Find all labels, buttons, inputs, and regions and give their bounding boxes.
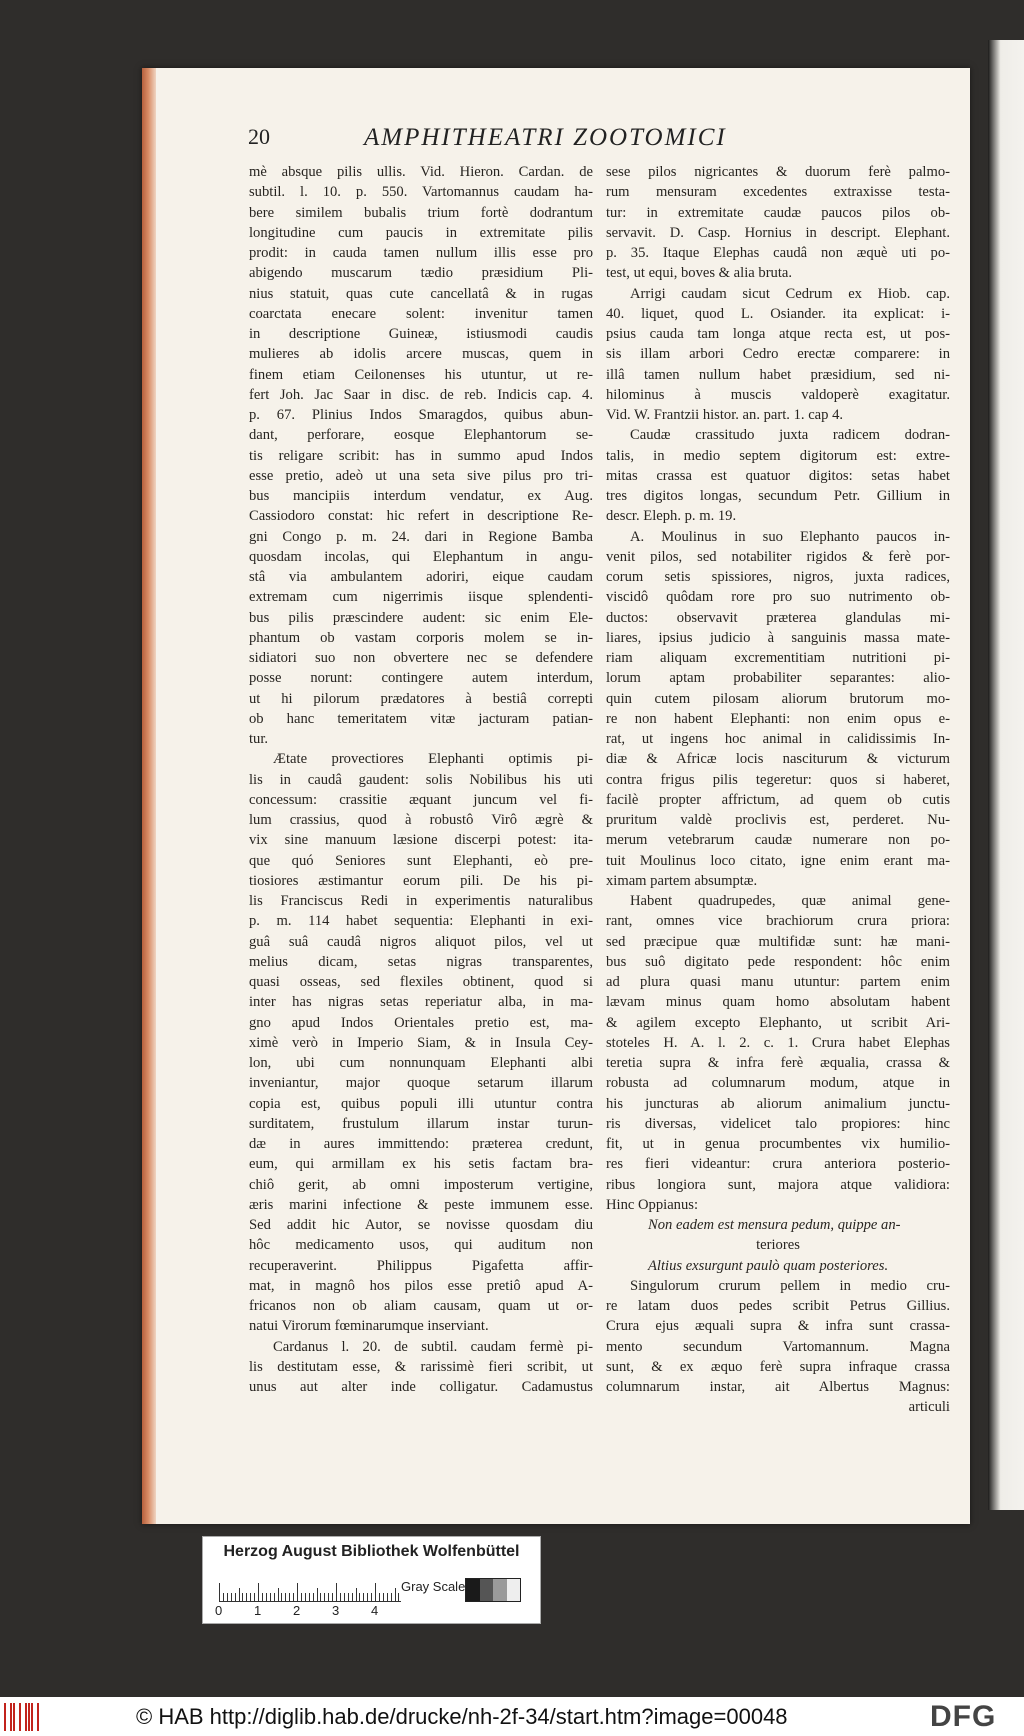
ruler-tick <box>320 1593 321 1601</box>
ruler-tick <box>363 1593 364 1601</box>
page-number: 20 <box>248 124 270 149</box>
gray-swatch-patch <box>493 1579 507 1601</box>
text-line: lon, ubi cum nonnunquam Elephanti albi <box>249 1055 593 1071</box>
text-line: teretia supra & infra ferè æqualia, crassa & <box>606 1055 950 1071</box>
text-line: liares, ipsius judicio à sanguinis massa mate- <box>606 629 950 646</box>
running-head: AMPHITHEATRI ZOOTOMICI <box>364 124 727 151</box>
text-line: rum mensuram excedentes extraxisse testa- <box>606 184 950 201</box>
ruler-tick <box>359 1593 360 1601</box>
gray-swatch-patch <box>466 1579 480 1601</box>
text-line: tur: in extremitate caudæ paucos pilos ob- <box>606 204 950 221</box>
text-line: contra frigus pilis tegeretur: quos si haberet, <box>606 771 950 788</box>
ruler-tick <box>317 1588 318 1601</box>
gray-swatch-patch <box>507 1579 521 1601</box>
dfg-logo: DFG <box>930 1700 997 1733</box>
text-line: sis illam arbori Cedro erectæ comparere: in <box>606 346 950 363</box>
text-line: surditatem, frustulum illarum instar turun- <box>249 1115 593 1132</box>
text-line: Cardanus l. 20. de subtil. caudam fermè pi- <box>273 1338 593 1355</box>
text-line: eum, qui armillam ex his setis factam bra- <box>249 1156 593 1173</box>
ruler-tick <box>328 1593 329 1601</box>
text-line: vix sine manuum læsione discerpi potest: ita- <box>249 832 593 849</box>
text-line: p. 67. Plinius Indos Smaragdos, quibus abun- <box>249 407 593 423</box>
text-line: re non habent Elephanti: non enim opus e- <box>606 710 950 727</box>
text-line: Sed addit hic Autor, se novisse quosdam diu <box>249 1217 593 1233</box>
text-line: mulieres ab idolis arcere muscas, quem in <box>249 346 593 363</box>
ruler-tick <box>266 1593 267 1601</box>
ruler-tick <box>281 1593 282 1601</box>
text-line: nius statuit, quas cute cancellatâ & in rugas <box>249 285 593 302</box>
ruler-tick <box>227 1593 228 1601</box>
text-line: bus pilis præscindere audent: sic enim Ele- <box>249 609 593 626</box>
text-line: Arrigi caudam sicut Cedrum ex Hiob. cap. <box>630 285 950 302</box>
text-line: bere similem bubalis trium fortè dodrantum <box>249 204 593 221</box>
text-line: Crura ejus æquali supra & infra sunt crassa- <box>606 1318 950 1335</box>
text-line: dant, perforare, eosque Elephantorum se- <box>249 427 593 444</box>
ruler-tick <box>262 1593 263 1601</box>
text-line: Altius exsurgunt paulò quam posteriores. <box>648 1257 889 1274</box>
text-line: gni Congo p. m. 24. dari in Regione Bamba <box>249 528 593 545</box>
ruler-tick <box>285 1593 286 1601</box>
text-line: guâ suâ caudâ nigros aliquot pilos, vel ut <box>249 933 593 950</box>
ruler-tick <box>375 1583 376 1601</box>
text-line: Caudæ crassitudo juxta radicem dodran- <box>630 427 950 444</box>
ruler-tick <box>219 1583 220 1601</box>
library-name: Herzog August Bibliothek Wolfenbüttel <box>223 1543 520 1560</box>
text-line: venit pilos, sed notabiliter rigidos & ferè por- <box>606 548 950 565</box>
text-line: mè absque pilis ullis. Vid. Hieron. Cardan. de <box>249 164 593 180</box>
ruler-tick <box>332 1593 333 1601</box>
text-line: lævam minus quam homo absolutam habent <box>606 994 950 1011</box>
text-line: descr. Eleph. p. m. 19. <box>606 508 737 525</box>
ruler-tick <box>309 1593 310 1601</box>
barcode-bar <box>16 1703 18 1731</box>
gray-scale-swatch <box>465 1578 521 1602</box>
text-line: æris marini infectione & peste immunem esse. <box>249 1196 593 1213</box>
barcode-bar <box>34 1703 36 1731</box>
barcode-bar <box>19 1703 21 1731</box>
text-line: talis, in medio septem digitorum est: extre- <box>606 447 950 464</box>
ruler-number: 1 <box>254 1603 262 1618</box>
ruler-tick <box>324 1593 325 1601</box>
ruler-tick <box>356 1588 357 1601</box>
text-line: pruritum valdè proclivis est, perderet. Nu- <box>606 812 950 828</box>
text-line: hilominus à muscis valdoperè exagitatur. <box>606 386 950 403</box>
text-line: p. 35. Itaque Elephas caudâ non æquè uti po- <box>606 245 950 261</box>
ruler-tick <box>254 1593 255 1601</box>
ruler-tick <box>336 1583 337 1601</box>
text-line: lum crassius, quod à robustô Virô ægrè & <box>249 812 593 828</box>
ruler-tick <box>398 1593 399 1601</box>
ruler-tick <box>383 1593 384 1601</box>
text-line: teriores <box>756 1237 800 1254</box>
barcode-bar <box>37 1703 39 1731</box>
ruler-tick <box>258 1583 259 1601</box>
ruler-tick <box>348 1593 349 1601</box>
ruler-tick <box>352 1593 353 1601</box>
text-line: articuli <box>908 1399 950 1416</box>
text-line: inter has nigras setas reperiatur alba, in ma- <box>249 994 593 1011</box>
text-line: servavit. D. Casp. Hornius in descript. Elephant. <box>606 224 950 241</box>
ruler-tick <box>367 1593 368 1601</box>
ruler-number: 2 <box>293 1603 301 1618</box>
barcode-bar <box>7 1703 9 1731</box>
text-line: facilè propter affrictum, ad quem ob cutis <box>606 791 950 808</box>
text-line: columnarum instar, ait Albertus Magnus: <box>606 1379 950 1395</box>
measurement-ruler <box>219 1579 401 1602</box>
text-line: ob hanc temeritatem vitæ jacturam patian- <box>249 710 593 727</box>
permalink-url[interactable]: © HAB http://diglib.hab.de/drucke/nh-2f-34/start.htm?image=00048 <box>136 1704 788 1729</box>
footer-bar <box>0 1697 1024 1736</box>
text-line: merum vetebrarum caudæ numerare non po- <box>606 832 950 849</box>
text-line: sese pilos nigricantes & duorum ferè palmo- <box>606 164 950 180</box>
ruler-tick <box>246 1593 247 1601</box>
text-line: robusta ad columnarum modum, atque in <box>606 1075 950 1092</box>
ruler-tick <box>305 1593 306 1601</box>
text-line: ductos: observavit præterea glandulas mi- <box>606 609 950 626</box>
text-line: prodit: in cauda tamen nullum illis esse pro <box>249 245 593 261</box>
text-line: recuperaverint. Philippus Pigafetta affir- <box>249 1257 593 1274</box>
text-line: tres digitos longas, secundum Petr. Gillium in <box>606 488 950 504</box>
text-line: natui Virorum fœminarumque inserviant. <box>249 1318 489 1335</box>
barcode-bar <box>10 1703 12 1731</box>
hab-barcode-icon <box>4 1703 44 1731</box>
text-line: Ætate provectiores Elephanti optimis pi- <box>273 751 593 768</box>
ruler-number: 4 <box>371 1603 379 1618</box>
text-line: hôc medicamento usos, qui auditum non <box>249 1237 593 1254</box>
text-line: riam aliquam excrementitiam nutritioni pi- <box>606 650 950 666</box>
barcode-bar <box>22 1703 24 1731</box>
text-line: A. Moulinus in suo Elephanto paucos in- <box>630 528 950 545</box>
ruler-number: 3 <box>332 1603 340 1618</box>
text-line: res fieri videantur: crura anteriora posterio- <box>606 1156 950 1173</box>
ruler-tick <box>239 1588 240 1601</box>
text-line: inveniantur, major quoque setarum illarum <box>249 1075 593 1092</box>
text-line: mento secundum Vartomannum. Magna <box>606 1338 950 1355</box>
text-line: quin cutem pilosam aliorum brutorum mo- <box>606 690 950 707</box>
text-line: bus suô digitato pede respondent: hôc enim <box>606 953 950 970</box>
ruler-tick <box>223 1593 224 1601</box>
text-line: chiô gerit, ab omni imposterum vertigine, <box>249 1176 593 1193</box>
text-line: rat, ut ingens hoc animal in calidissimis In- <box>606 731 950 747</box>
text-line: ximè verò in Imperio Siam, & in Insula Cey- <box>249 1034 593 1051</box>
text-line: coarctata enecare solent: invenitur tamen <box>249 305 593 322</box>
library-color-card <box>202 1536 541 1624</box>
ruler-tick <box>293 1593 294 1601</box>
text-line: ribus longiora sunt, majora atque validiora: <box>606 1176 950 1193</box>
text-line: concessum: crassitie æquant juncum vel fi- <box>249 791 593 808</box>
text-line: subtil. l. 10. p. 550. Vartomannus caudam ha- <box>249 184 593 201</box>
next-page-edge <box>988 40 1024 1510</box>
text-line: Non eadem est mensura pedum, quippe an- <box>648 1217 901 1233</box>
text-line: sunt, & ex æquo ferè supra infraque crassa <box>606 1358 950 1375</box>
barcode-bar <box>4 1703 6 1731</box>
text-line: fit, ut in genua procumbentes vix humilio- <box>606 1136 950 1152</box>
ruler-tick <box>235 1593 236 1601</box>
text-line: fricanos non ob aliam causam, quam ut or- <box>249 1298 593 1314</box>
ruler-tick <box>297 1583 298 1601</box>
text-line: tur. <box>249 731 269 747</box>
text-line: viscidô quôdam rore pro suo nutrimento ob- <box>606 589 950 606</box>
text-line: stoteles H. A. l. 2. c. 1. Crura habet Elephas <box>606 1034 950 1051</box>
text-line: abigendo muscarum tædio præsidium Pli- <box>249 265 593 282</box>
text-line: Hinc Oppianus: <box>606 1196 699 1213</box>
text-line: gno apud Indos Orientales pretio est, ma- <box>249 1014 593 1031</box>
text-line: re latam duos pedes scribit Petrus Gillius. <box>606 1298 950 1314</box>
text-line: dæ in aures immittendo: præterea credunt, <box>249 1136 593 1152</box>
ruler-tick <box>371 1593 372 1601</box>
text-line: unus aut alter inde colligatur. Cadamustus <box>249 1379 593 1395</box>
text-line: his juncturas ab aliorum animalium junctu- <box>606 1095 950 1112</box>
text-line: psius cauda tam longa atque recta est, ut pos- <box>606 326 950 342</box>
text-line: que quó Seniores sunt Elephanti, eò pre- <box>249 852 593 869</box>
text-line: ad plura quasi manu utuntur: partem enim <box>606 974 950 990</box>
page-header <box>248 124 828 158</box>
right-text-column <box>606 162 950 1418</box>
ruler-tick <box>274 1593 275 1601</box>
barcode-bar <box>28 1703 30 1731</box>
ruler-tick <box>289 1593 290 1601</box>
ruler-tick <box>242 1593 243 1601</box>
text-line: lis Franciscus Redi in experimentis naturalibus <box>249 893 593 909</box>
text-line: ximam partem absumptæ. <box>606 872 758 889</box>
ruler-tick <box>344 1593 345 1601</box>
text-line: longitudine cum paucis in extremitate pilis <box>249 224 593 241</box>
text-line: sidiatori suo non obvertere nec se defendere <box>249 650 593 666</box>
text-line: p. m. 114 habet sequentia: Elephanti in exi- <box>249 913 593 930</box>
ruler-tick <box>313 1593 314 1601</box>
text-line: tiosiores æstimantur eorum pili. De his pi- <box>249 872 593 889</box>
text-line: lis in caudâ gaudent: solis Nobilibus his uti <box>249 771 593 788</box>
ruler-tick <box>250 1593 251 1601</box>
ruler-tick <box>387 1593 388 1601</box>
text-line: copia est, quibus populi illi utuntur contra <box>249 1095 593 1112</box>
text-line: in descriptione Guineæ, istiusmodi caudis <box>249 326 593 342</box>
ruler-tick <box>391 1593 392 1601</box>
ruler-tick <box>395 1588 396 1601</box>
text-line: mat, in magnô hos pilos esse pretiô apud A- <box>249 1277 593 1294</box>
text-line: Cassiodoro constat: hic refert in descriptione Re- <box>249 508 593 525</box>
page-fore-edge <box>142 68 156 1524</box>
text-line: tis religare scribit: has in summo apud Indos <box>249 447 593 464</box>
text-line: diæ & Africæ locis nasciturum & victurum <box>606 751 950 768</box>
gray-scale-label: Gray Scale <box>401 1579 466 1594</box>
ruler-number: 0 <box>215 1603 223 1618</box>
barcode-bar <box>13 1703 15 1731</box>
text-line: posse norunt: contingere autem interdum, <box>249 670 593 687</box>
barcode-bar <box>25 1703 27 1731</box>
text-line: fert Joh. Jac Saar in disc. de reb. Indicis cap. 4. <box>249 386 593 403</box>
barcode-bar <box>31 1703 33 1731</box>
text-line: esse pretio, adeò ut una seta sive pilus pro tri- <box>249 467 593 484</box>
text-line: Singulorum crurum pellem in medio cru- <box>630 1277 950 1294</box>
text-line: ris diversas, videlicet talo propiores: hinc <box>606 1115 950 1132</box>
text-line: stâ via ambulantem adoriri, eique caudam <box>249 569 593 585</box>
text-line: illâ tamen nullum habet præsidium, sed ni- <box>606 366 950 383</box>
text-line: 40. liquet, quod L. Osiander. ita explicat: i- <box>606 305 950 322</box>
text-line: sed præcipue quæ multifidæ sunt: hæ mani- <box>606 933 950 950</box>
text-line: finem etiam Ceilonenses his utuntur, ut re- <box>249 366 593 383</box>
text-line: ut hi pilorum prædatores à bestiâ correpti <box>249 690 593 707</box>
text-line: lis destitutam esse, & rarissimè fieri scribit, ut <box>249 1358 593 1375</box>
text-line: & agilem excepto Elephanto, ut scribit Ari- <box>606 1014 950 1031</box>
left-text-column <box>249 162 593 1397</box>
text-line: phantum ob vastam corporis molem se in- <box>249 629 593 646</box>
text-line: mitas crassa est quatuor digitos: setas habet <box>606 467 950 484</box>
text-line: test, ut equi, boves & alia bruta. <box>606 265 793 282</box>
text-line: rant, omnes vice brachiorum crura priora: <box>606 913 950 930</box>
ruler-tick <box>301 1593 302 1601</box>
text-line: melius dicam, setas nigras transparentes, <box>249 953 593 970</box>
text-line: tuit Moulinus loco citato, igne enim erant ma- <box>606 852 950 869</box>
text-line: corum setis spissiores, nigros, juxta radices, <box>606 569 950 585</box>
ruler-tick <box>231 1593 232 1601</box>
ruler-tick <box>379 1593 380 1601</box>
text-line: quosdam incolas, qui Elephantum in angu- <box>249 548 593 565</box>
ruler-tick <box>270 1593 271 1601</box>
gray-swatch-patch <box>480 1579 494 1601</box>
text-line: bus mancipiis interdum vendatur, ex Aug. <box>249 488 593 504</box>
text-line: extremam cum nigerrimis iisque splendenti- <box>249 589 593 606</box>
ruler-tick <box>278 1588 279 1601</box>
text-line: Vid. W. Frantzii histor. an. part. 1. cap 4. <box>606 407 844 423</box>
text-line: Habent quadrupedes, quæ animal gene- <box>630 893 950 909</box>
ruler-tick <box>340 1593 341 1601</box>
text-line: lorum aptam probabiliter separantes: alio- <box>606 670 950 687</box>
text-line: quasi osseas, sed flexiles obtinent, quod si <box>249 974 593 990</box>
